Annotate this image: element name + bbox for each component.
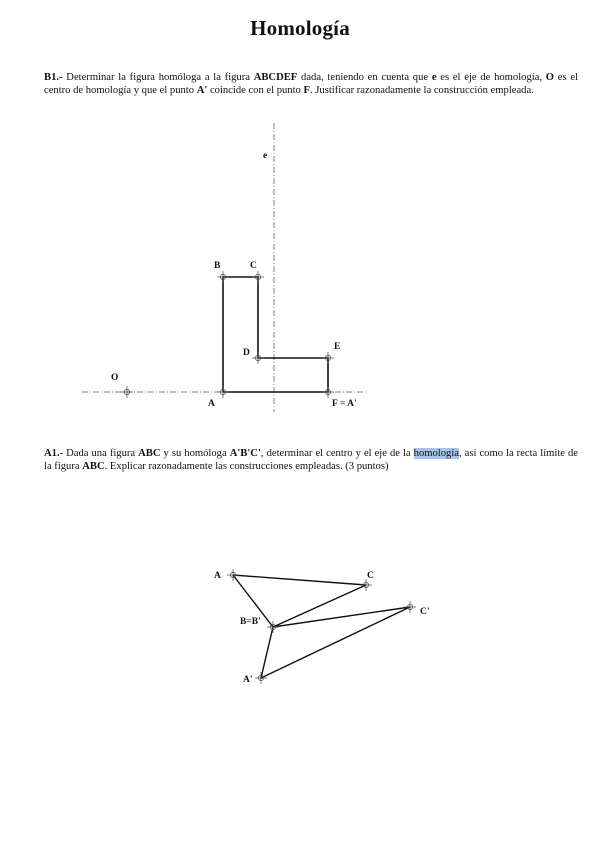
marker-bb	[267, 621, 279, 633]
figure-abcdef	[223, 277, 328, 392]
text-run: Determinar la figura homóloga a la figura	[62, 72, 254, 83]
axis-name: e	[431, 72, 437, 83]
point-name: A'	[196, 84, 208, 96]
label-c: C	[250, 261, 257, 271]
figure-name: ABC	[138, 448, 161, 459]
label-a: A	[208, 399, 215, 409]
point-name: F	[303, 84, 310, 96]
text-run: es el eje de homología,	[436, 72, 546, 83]
problem-number: B1.-	[44, 72, 63, 83]
label-e: e	[263, 151, 268, 161]
label-a-prime: A'	[243, 675, 253, 685]
point-markers	[121, 271, 334, 398]
text-run: . Explicar razonadamente las construcciones empleadas. (3 puntos)	[104, 460, 389, 472]
triangle-a1b1c1	[261, 607, 410, 678]
text-run: coincide con el punto	[207, 84, 304, 96]
figure-name: ABC	[82, 460, 105, 472]
marker-c	[252, 271, 264, 283]
label-bb: B=B'	[240, 617, 261, 627]
text-run: es el centro de homología y que el punto	[44, 72, 579, 96]
marker-d	[252, 352, 264, 364]
text-run: , así como la recta límite de la figura	[44, 448, 579, 472]
text-run: , determinar el centro y el eje de la	[260, 448, 414, 459]
text-run: y su homóloga	[160, 448, 230, 459]
highlighted-word[interactable]: homología	[413, 448, 459, 459]
label-e-point: E	[334, 342, 341, 352]
label-a2: A	[214, 571, 221, 581]
marker-a-prime	[255, 672, 267, 684]
figure-a1	[214, 569, 430, 685]
text-run: dada, teniendo en cuenta que	[297, 72, 432, 83]
label-f-a: F = A'	[332, 399, 357, 409]
label-c-prime: C'	[420, 607, 430, 617]
text-run: Dada una figura	[63, 448, 139, 459]
label-o: O	[111, 373, 119, 383]
text-run: . Justificar razonadamente la construcción empleada.	[309, 84, 534, 96]
marker-o	[121, 386, 133, 398]
label-c2: C	[367, 571, 374, 581]
problem-number: A1.-	[44, 448, 64, 459]
label-b: B	[214, 261, 221, 271]
figure-name: A'B'C'	[229, 448, 261, 459]
marker-a	[217, 386, 229, 398]
marker-b	[217, 271, 229, 283]
page-title: Homología	[250, 16, 350, 40]
marker-e	[322, 352, 334, 364]
label-d: D	[243, 348, 250, 358]
center-name: O	[545, 72, 555, 83]
marker-c-prime	[404, 601, 416, 613]
figure-name: ABCDEF	[253, 72, 298, 83]
marker-a2	[227, 569, 239, 581]
marker-f	[322, 386, 334, 398]
